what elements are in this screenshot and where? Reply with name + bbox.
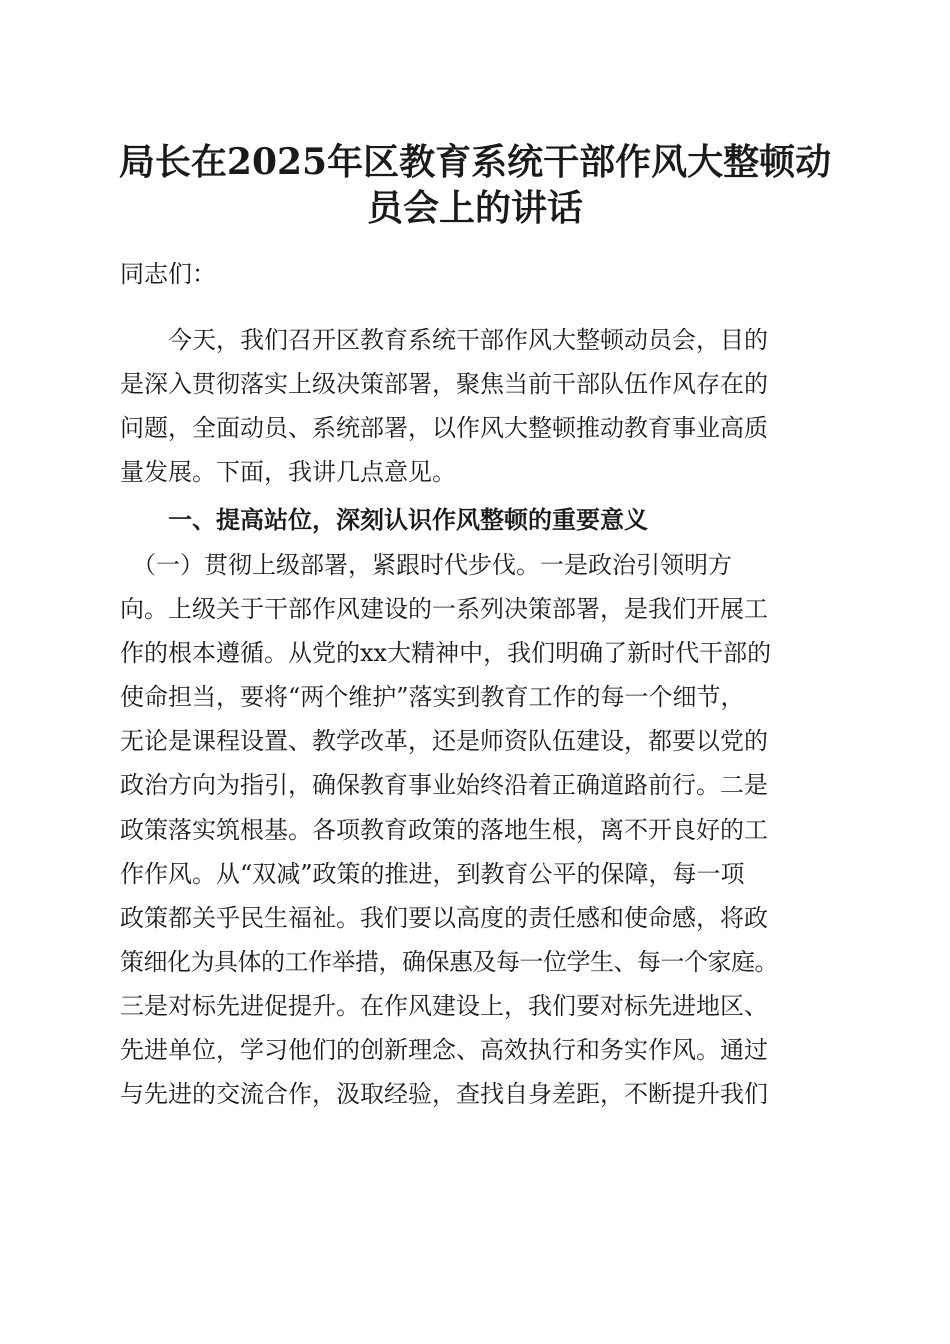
section-line: 向。上级关于干部作风建设的一系列决策部署，是我们开展工 [120, 595, 768, 624]
intro-line: 量发展。下面，我讲几点意见。 [120, 458, 456, 487]
section-line: 政治方向为指引，确保教育事业始终沿着正确道路前行。二是 [120, 771, 768, 800]
intro-line: 问题，全面动员、系统部署，以作风大整顿推动教育事业高质 [120, 414, 768, 443]
intro-paragraph [120, 318, 840, 494]
section-line: 政策都关乎民生福祉。我们要以高度的责任感和使命感，将政 [120, 903, 768, 932]
section-line: （一）贯彻上级部署，紧跟时代步伐。一是政治引领明方 [120, 551, 732, 579]
section-line: 作的根本遵循。从党的xx大精神中，我们明确了新时代干部的 [120, 639, 772, 668]
salutation: 同志们： [120, 260, 216, 288]
section-heading: 一、提高站位，深刻认识作风整顿的重要意义 [168, 506, 648, 534]
section-paragraph [120, 543, 840, 1116]
intro-line: 今天，我们召开区教育系统干部作风大整顿动员会，目的 [120, 326, 768, 354]
document-title-line-2: 员会上的讲话 [366, 187, 583, 229]
section-line: 政策落实筑根基。各项教育政策的落地生根，离不开良好的工 [120, 815, 768, 844]
section-line: 作作风。从“双减”政策的推进，到教育公平的保障，每一项 [120, 859, 745, 888]
section-line: 使命担当，要将“两个维护”落实到教育工作的每一个细节， [120, 683, 745, 712]
document-title-line-1: 局长在2025年区教育系统干部作风大整顿动 [118, 141, 832, 183]
section-line: 策细化为具体的工作举措，确保惠及每一位学生、每一个家庭。 [120, 947, 778, 976]
section-line: 先进单位，学习他们的创新理念、高效执行和务实作风。通过 [120, 1036, 768, 1065]
section-line: 三是对标先进促提升。在作风建设上，我们要对标先进地区、 [120, 991, 768, 1020]
intro-line: 是深入贯彻落实上级决策部署，聚焦当前干部队伍作风存在的 [120, 370, 768, 399]
section-line: 与先进的交流合作，汲取经验，查找自身差距，不断提升我们 [120, 1080, 768, 1109]
section-line: 无论是课程设置、教学改革，还是师资队伍建设，都要以党的 [120, 727, 768, 756]
